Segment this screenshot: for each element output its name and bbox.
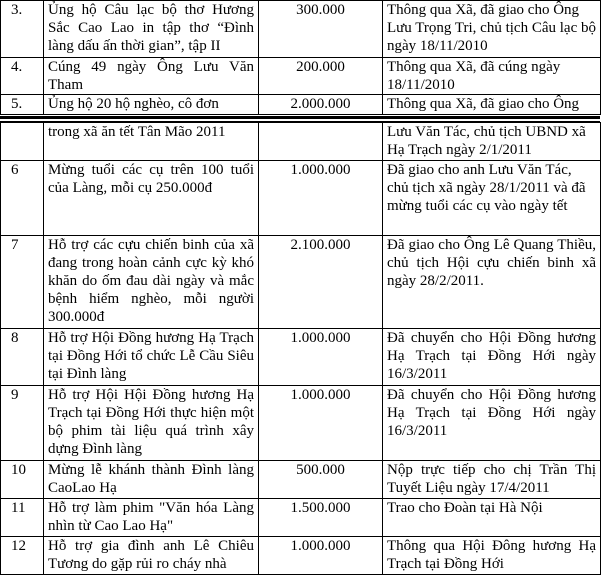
table-row <box>1 95 601 115</box>
row-amount <box>259 123 383 161</box>
row-content: Hỗ trợ các cựu chiến binh của xã đang trong hoàn cảnh cực kỳ khó khăn do ốm đau dài ngày và mắc bệnh hiểm nghèo, mỗi người 300.000đ <box>44 236 259 329</box>
table-row <box>1 1 601 58</box>
page-break-divider <box>0 116 600 119</box>
table-row <box>1 161 601 236</box>
table-row <box>1 386 601 461</box>
row-note: Trao cho Đoàn tại Hà Nội <box>383 499 601 537</box>
row-amount: 1.000.000 <box>259 537 383 575</box>
row-amount: 1.000.000 <box>259 161 383 236</box>
row-note: Thông qua Xã, đã cúng ngày 18/11/2010 <box>383 58 601 95</box>
row-note: Thông qua Hội Đông hương Hạ Trạch tại Đồng Hới <box>383 537 601 575</box>
row-content: Ủng hộ Câu lạc bộ thơ Hương Sắc Cao Lao in tập thơ “Đình làng dấu ấn thời gian”, tập II <box>44 1 259 58</box>
table-row <box>1 461 601 499</box>
row-number: 4. <box>1 58 44 95</box>
row-note: Đã chuyển cho Hội Đồng hương Hạ Trạch tại Đồng Hới ngày 16/3/2011 <box>383 386 601 461</box>
row-note: Đã giao cho Ông Lê Quang Thiều, chủ tịch Hội cựu chiến binh xã ngày 28/2/2011. <box>383 236 601 329</box>
row-note: Nộp trực tiếp cho chị Trần Thị Tuyết Liệu ngày 17/4/2011 <box>383 461 601 499</box>
row-note: Thông qua Xã, đã giao cho Ông <box>383 95 601 115</box>
row-number: 11 <box>1 499 44 537</box>
row-note: Đã giao cho anh Lưu Văn Tác, chủ tịch xã ngày 28/1/2011 và đã mừng tuổi các cụ vào ngày tết <box>383 161 601 236</box>
table-row <box>1 58 601 95</box>
row-content: Mừng lễ khánh thành Đình làng CaoLao Hạ <box>44 461 259 499</box>
row-number: 7 <box>1 236 44 329</box>
row-number: 10 <box>1 461 44 499</box>
row-number: 12 <box>1 537 44 575</box>
row-amount: 300.000 <box>259 1 383 58</box>
row-amount: 1.000.000 <box>259 329 383 386</box>
row-content: Ủng hộ 20 hộ nghèo, cô đơn <box>44 95 259 115</box>
row-note: Lưu Văn Tác, chủ tịch UBND xã Hạ Trạch ngày 2/1/2011 <box>383 123 601 161</box>
row-content: Hỗ trợ Hội Đồng hương Hạ Trạch tại Đồng Hới tổ chức Lễ Cầu Siêu tại Đình làng <box>44 329 259 386</box>
row-amount: 1.000.000 <box>259 386 383 461</box>
table-row <box>1 537 601 575</box>
row-number: 8 <box>1 329 44 386</box>
row-content: Hỗ trợ gia đình anh Lê Chiêu Tương do gặp rủi ro cháy nhà <box>44 537 259 575</box>
row-content: Hỗ trợ Hội Hội Đồng hương Hạ Trạch tại Đồng Hới thực hiện một bộ phim tài liệu quá trình xây dựng Đình làng <box>44 386 259 461</box>
row-amount: 500.000 <box>259 461 383 499</box>
row-number: 9 <box>1 386 44 461</box>
row-amount: 2.000.000 <box>259 95 383 115</box>
row-content: Mừng tuổi các cụ trên 100 tuổi của Làng, mỗi cụ 250.000đ <box>44 161 259 236</box>
expense-table-bottom <box>0 122 601 575</box>
row-number: 5. <box>1 95 44 115</box>
row-content: Cúng 49 ngày Ông Lưu Văn Tham <box>44 58 259 95</box>
table-row <box>1 236 601 329</box>
row-amount: 1.500.000 <box>259 499 383 537</box>
table-row <box>1 499 601 537</box>
row-amount: 2.100.000 <box>259 236 383 329</box>
table-row <box>1 123 601 161</box>
table-row <box>1 329 601 386</box>
row-number: 3. <box>1 1 44 58</box>
row-note: Thông qua Xã, đã giao cho Ông Lưu Trọng Tri, chủ tịch Câu lạc bộ ngày 18/11/2010 <box>383 1 601 58</box>
row-note: Đã chuyển cho Hội Đồng hương Hạ Trạch tại Đồng Hới ngày 16/3/2011 <box>383 329 601 386</box>
row-content: trong xã ăn tết Tân Mão 2011 <box>44 123 259 161</box>
row-number <box>1 123 44 161</box>
expense-table-top <box>0 0 601 115</box>
row-number: 6 <box>1 161 44 236</box>
row-content: Hỗ trợ làm phim "Văn hóa Làng nhìn từ Cao Lao Hạ" <box>44 499 259 537</box>
row-amount: 200.000 <box>259 58 383 95</box>
